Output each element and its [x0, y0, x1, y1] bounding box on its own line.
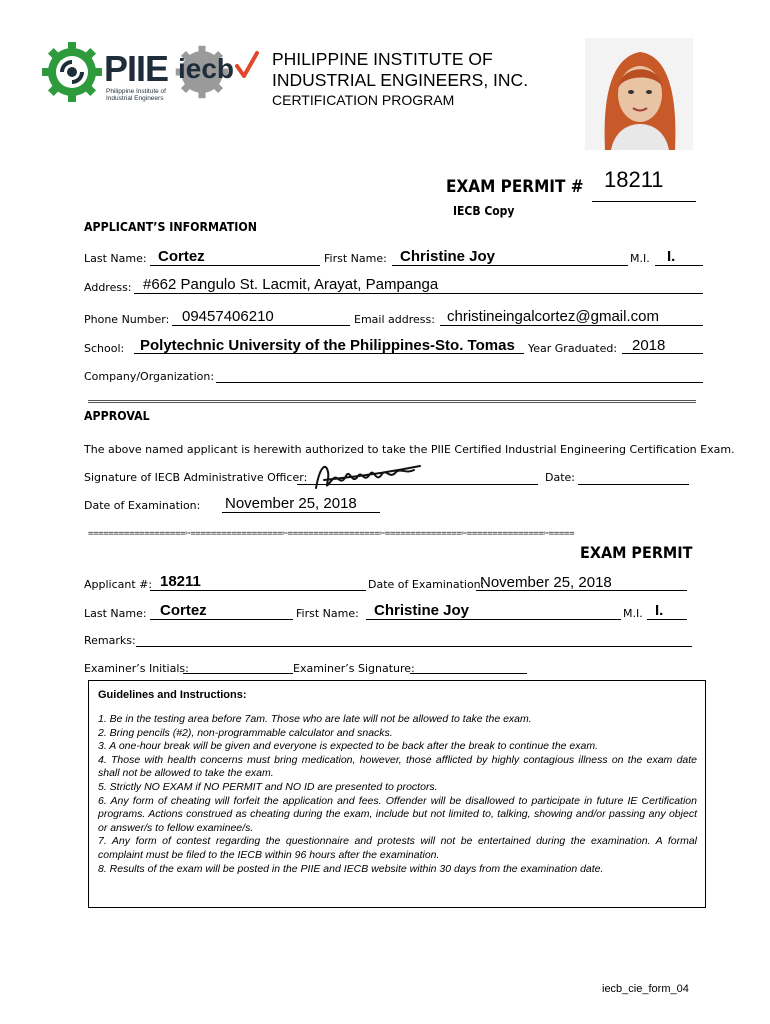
applicant-photo — [585, 38, 693, 150]
stub-last-name-line — [150, 619, 293, 620]
officer-signature — [310, 458, 430, 498]
phone-label: Phone Number: — [84, 313, 170, 326]
approval-title: APPROVAL — [84, 409, 150, 423]
email-line — [440, 325, 703, 326]
first-name-value: Christine Joy — [400, 248, 496, 265]
org-name-line1: PHILIPPINE INSTITUTE OF — [272, 49, 493, 69]
piie-logo-text: PIIE — [104, 48, 169, 89]
applicant-number-line — [150, 590, 366, 591]
company-line — [216, 382, 703, 383]
approval-date-line — [578, 484, 689, 485]
stub-first-name-line — [366, 619, 621, 620]
applicant-number-label: Applicant #: — [84, 578, 153, 591]
iecb-logo-text: iecb — [178, 53, 235, 84]
examiner-initials-line — [183, 673, 293, 674]
stub-first-name-value: Christine Joy — [374, 602, 470, 619]
piie-logo-subtitle-1: Philippine Institute of — [106, 88, 166, 95]
org-name-line2: INDUSTRIAL ENGINEERS, INC. — [272, 70, 529, 90]
stub-mi-label: M.I. — [623, 607, 643, 620]
copy-label: IECB Copy — [453, 204, 515, 218]
permit-stub-title: EXAM PERMIT — [580, 543, 693, 562]
address-line — [134, 293, 703, 294]
phone-line — [172, 325, 350, 326]
exam-date-value: November 25, 2018 — [225, 495, 357, 512]
mi-line — [655, 265, 703, 266]
piie-logo-subtitle-2: Industrial Engineers — [106, 95, 164, 102]
applicant-section-title: APPLICANT’S INFORMATION — [84, 220, 257, 234]
guideline-item: 2. Bring pencils (#2), non-programmable calculator and snacks. — [98, 726, 393, 739]
iecb-logo — [172, 40, 262, 104]
phone-value: 09457406210 — [182, 308, 274, 325]
guideline-item: 1. Be in the testing area before 7am. Those who are late will not be allowed to take the exam. — [98, 713, 532, 725]
guideline-item: 7. Any form of contest regarding the questionnaire and protests will not be entertained during the examination. A formal complaint must be filed to the IECB within 96 hours after the examination. — [98, 835, 697, 861]
mi-value: I. — [667, 248, 676, 265]
stub-last-name-value: Cortez — [160, 602, 207, 619]
remarks-line — [136, 646, 692, 647]
last-name-label: Last Name: — [84, 252, 147, 265]
guideline-item: 5. Strictly NO EXAM if NO PERMIT and NO ID are presented to proctors. — [98, 780, 438, 793]
exam-date-label: Date of Examination: — [84, 499, 201, 512]
guideline-item: 8. Results of the exam will be posted in the PIIE and IECB website within 30 days from the examination date. — [98, 862, 604, 875]
examiner-signature-line — [410, 673, 527, 674]
exam-date-line — [222, 512, 380, 513]
last-name-value: Cortez — [158, 248, 205, 265]
email-label: Email address: — [354, 313, 435, 326]
signature-label: Signature of IECB Administrative Officer: — [84, 471, 308, 484]
guidelines-list — [98, 713, 697, 876]
program-name: CERTIFICATION PROGRAM — [272, 92, 455, 108]
address-label: Address: — [84, 281, 132, 294]
company-label: Company/Organization: — [84, 370, 215, 383]
guideline-item: 4. Those with health concerns must bring medication, however, those afflicted by highly contagious illness on the exam date shall not be allowed to take the exam. — [98, 753, 697, 780]
guideline-item: 3. A one-hour break will be given and everyone is expected to be back after the break to continue the exam. — [98, 740, 599, 753]
stub-mi-value: I. — [655, 602, 664, 619]
form-code: iecb_cie_form_04 — [602, 983, 689, 995]
permit-number-line — [592, 201, 696, 202]
stub-last-name-label: Last Name: — [84, 607, 147, 620]
first-name-label: First Name: — [324, 252, 387, 265]
year-graduated-value: 2018 — [632, 337, 666, 354]
checkmark-icon — [234, 50, 260, 80]
permit-number: 18211 — [604, 167, 664, 192]
school-value: Polytechnic University of the Philippines-Sto. Tomas — [140, 337, 515, 354]
stub-mi-line — [647, 619, 687, 620]
email-value: christineingalcortez@gmail.com — [447, 308, 659, 325]
permit-title: EXAM PERMIT # — [446, 177, 584, 197]
stub-exam-date-value: November 25, 2018 — [480, 574, 612, 591]
last-name-line — [150, 265, 320, 266]
stub-first-name-label: First Name: — [296, 607, 359, 620]
first-name-line — [392, 265, 628, 266]
cut-line: ===================✂==================✂==================✂===============✂===============✂===== — [88, 529, 575, 539]
gear-icon — [40, 40, 104, 104]
mi-label: M.I. — [630, 252, 650, 265]
approval-date-label: Date: — [545, 471, 575, 484]
address-value: #662 Pangulo St. Lacmit, Arayat, Pampanga — [143, 276, 439, 293]
stub-exam-date-label: Date of Examination: — [368, 578, 485, 591]
piie-logo — [40, 38, 180, 108]
remarks-label: Remarks: — [84, 634, 136, 647]
examiner-signature-label: Examiner’s Signature: — [293, 662, 415, 675]
year-graduated-label: Year Graduated: — [528, 342, 618, 355]
approval-statement: The above named applicant is herewith authorized to take the PIIE Certified Industrial Engineering Certification Exam. — [84, 443, 735, 456]
examiner-initials-label: Examiner’s Initials: — [84, 662, 189, 675]
school-label: School: — [84, 342, 125, 355]
guidelines-box — [88, 680, 706, 908]
applicant-number-value: 18211 — [160, 573, 201, 590]
guideline-item: 6. Any form of cheating will forfeit the application and fees. Offender will be disallowed to participate in future IE Certification programs. Actions construed as cheating during the exam, include but not limited to, talking, showing and/or passing any object or answer/s to fellow examinee/s. — [98, 794, 697, 834]
guidelines-title: Guidelines and Instructions: — [98, 689, 247, 701]
